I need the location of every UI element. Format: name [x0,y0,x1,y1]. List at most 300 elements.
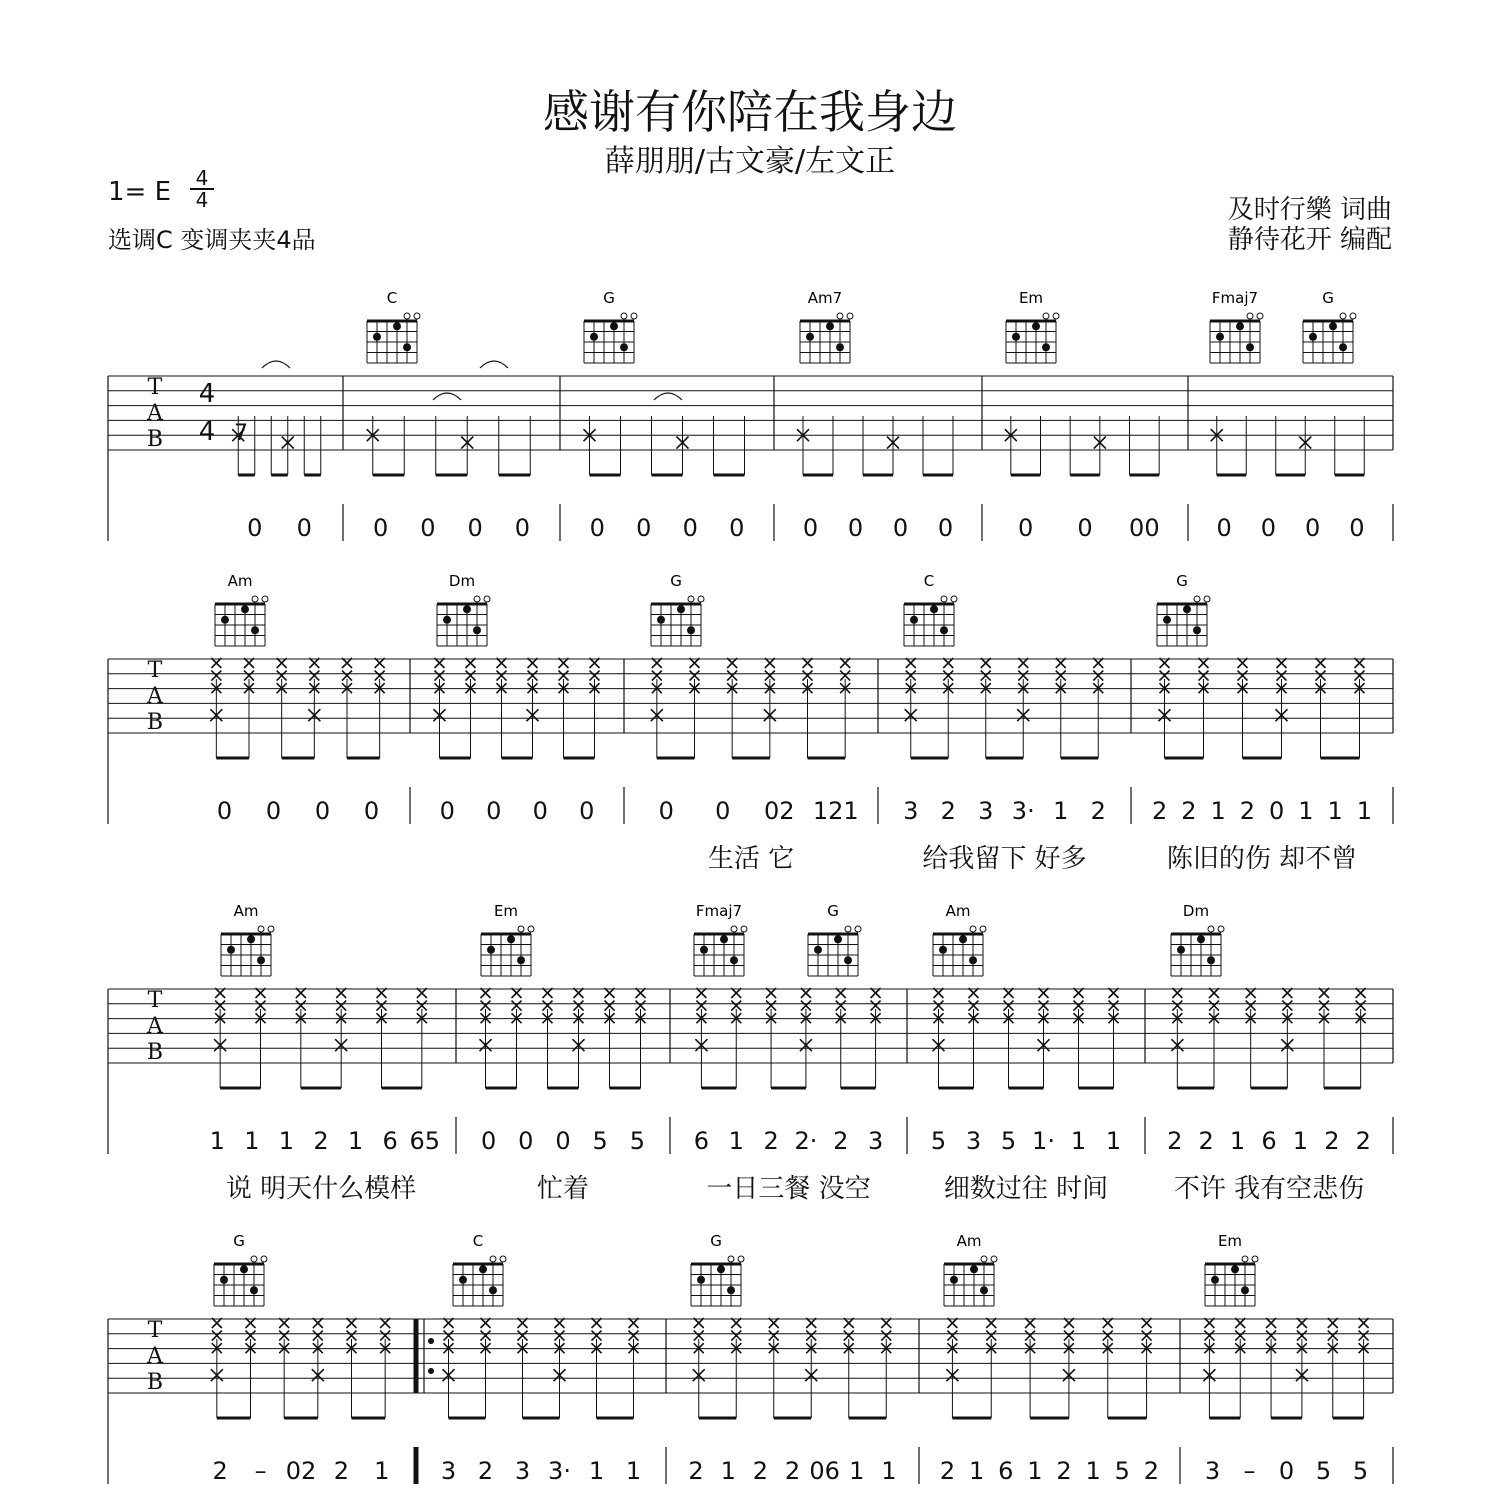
jianpu-note: 2 [1167,1127,1183,1155]
jianpu-note: 0 [1018,514,1034,542]
open-string [528,926,534,932]
chord-name: C [923,572,935,590]
repeat-sign-icon [428,1368,434,1374]
finger-dot [1339,343,1347,351]
jianpu-note: 3 [440,1457,457,1485]
jianpu-note: 0 [480,1127,497,1155]
chord-diagram-icon [1006,289,1059,363]
lyric-text: 细数过往 时间 [943,1174,1109,1204]
chord-diagram-icon [944,1232,997,1306]
finger-dot [610,322,618,330]
chord-name: C [386,289,398,307]
chord-diagram-icon [214,1232,267,1306]
jianpu-note: 00 [1129,514,1160,542]
open-string [268,926,274,932]
jianpu-note: 5 [629,1127,646,1155]
jianpu-note: 1 [347,1127,364,1155]
jianpu-note: 1 [374,1457,390,1485]
finger-dot [940,626,948,634]
jianpu-note: 0 [1077,514,1093,542]
finger-dot [836,343,844,351]
jianpu-note: 0 [514,514,531,542]
tab-letter: T [147,988,163,1013]
chord-name: Fmaj7 [1211,289,1259,307]
chord-diagram-icon [1205,1232,1258,1306]
jianpu-note: 2 [1355,1127,1371,1155]
finger-dot [507,935,515,943]
tab-time-sig-top: 4 [198,379,216,409]
jianpu-note: 6 [382,1127,398,1155]
jianpu-note: 0 [1216,514,1232,542]
finger-dot [251,626,259,634]
jianpu-note: 0 [937,514,954,542]
chord-name: G [827,902,839,920]
open-string [631,313,637,319]
open-string [991,1256,997,1262]
lyric-text: 说 明天什么模样 [225,1174,417,1204]
open-string [1242,1256,1248,1262]
chord-name: Em [493,902,519,920]
finger-dot [241,605,249,613]
jianpu-note: 0 [892,514,909,542]
open-string [262,596,268,602]
jianpu-note: 0 [715,797,731,825]
chord-diagram-icon [1303,289,1356,363]
finger-dot [969,956,977,964]
chord-diagram-icon [1157,572,1210,646]
finger-dot [730,956,738,964]
finger-dot [1197,935,1205,943]
open-string [621,313,627,319]
open-string [490,1256,496,1262]
lyric-text: 陈旧的伤 却不曾 [1166,844,1358,874]
jianpu-note: 5 [1315,1457,1332,1485]
chord-diagram-icon [691,1232,744,1306]
jianpu-note: 2 [1090,797,1106,825]
finger-dot [1246,343,1254,351]
finger-dot [720,935,728,943]
chord-name: Em [1018,289,1044,307]
jianpu-note: 2 [477,1457,494,1485]
jianpu-note: 1 [1356,797,1373,825]
chord-name: Am [956,1232,982,1250]
jianpu-note: 2 [1198,1127,1214,1155]
finger-dot [1236,322,1244,330]
finger-dot [620,343,628,351]
finger-dot [1032,322,1040,330]
open-string [252,596,258,602]
jianpu-note: 0 [1304,514,1321,542]
jianpu-note: 02 [763,797,795,825]
jianpu-note: 06 [809,1457,840,1485]
jianpu-note: 0 [420,514,436,542]
tab-letter: B [146,1370,164,1395]
jianpu-note: 2 [212,1457,228,1485]
jianpu-note: 0 [658,797,674,825]
finger-dot [1042,343,1050,351]
finger-dot [459,1276,467,1284]
jianpu-note: 3· [548,1457,571,1485]
finger-dot [1193,626,1201,634]
finger-dot [950,1276,958,1284]
jianpu-note: 3 [867,1127,884,1155]
finger-dot [834,935,842,943]
jianpu-note: 2 [752,1457,768,1485]
open-string [518,926,524,932]
jianpu-note: 1· [1032,1127,1055,1155]
artist-line: 薛朋朋/古文豪/左文正 [604,144,896,179]
open-string [970,926,976,932]
chord-diagram-icon [904,572,957,646]
jianpu-note: 1 [1210,797,1226,825]
jianpu-note: 1 [1229,1127,1246,1155]
jianpu-note: 1 [278,1127,295,1155]
chord-diagram-icon [800,289,853,363]
chord-name: G [1322,289,1334,307]
chord-diagram-icon [694,902,747,976]
open-string [404,313,410,319]
finger-dot [463,605,471,613]
finger-dot [590,333,598,341]
tab-letter: A [147,1344,163,1369]
jianpu-note: 0 [372,514,389,542]
finger-dot [970,1265,978,1273]
jianpu-note: 1 [881,1457,897,1485]
jianpu-note: 121 [812,797,859,825]
jianpu-note: 5 [1352,1457,1369,1485]
jianpu-note: 2 [1239,797,1256,825]
credit-lyrics-music: 及时行樂 词曲 [1227,195,1392,225]
jianpu-note: 2 [1143,1457,1160,1485]
jianpu-note: 1 [588,1457,605,1485]
chord-name: Am [945,902,971,920]
jianpu-note: 3 [1204,1457,1221,1485]
jianpu-note: 1 [1298,797,1314,825]
open-string [1204,596,1210,602]
jianpu-note: 5 [930,1127,947,1155]
finger-dot [959,935,967,943]
finger-dot [717,1265,725,1273]
jianpu-note: 0 [314,797,331,825]
chord-diagram-icon [453,1232,506,1306]
finger-dot [517,956,525,964]
jianpu-note: 1 [1053,797,1069,825]
chord-name: Em [1217,1232,1243,1250]
jianpu-note: 1 [1085,1457,1101,1485]
open-string [261,1256,267,1262]
open-string [500,1256,506,1262]
jianpu-note: 2 [688,1457,704,1485]
lyric-text: 给我留下 好多 [922,844,1087,874]
chord-name: Fmaj7 [695,902,743,920]
chord-name: Am7 [807,289,843,307]
repeat-sign-icon [428,1338,434,1344]
finger-dot [373,333,381,341]
jianpu-note: 6 [1261,1127,1277,1155]
open-string [251,1256,257,1262]
lyric-text: 不许 我有空悲伤 [1173,1174,1365,1204]
chord-name: Am [227,572,253,590]
jianpu-note: 1 [209,1127,225,1155]
finger-dot [910,616,918,624]
jianpu-note: 0 [589,514,605,542]
open-string [981,1256,987,1262]
jianpu-note: 0 [363,797,380,825]
jianpu-note: 5 [1114,1457,1130,1485]
jianpu-note: 1 [969,1457,985,1485]
tab-letter: T [147,658,163,683]
chord-diagram-icon [584,289,637,363]
open-string [738,1256,744,1262]
finger-dot [257,956,265,964]
finger-dot [697,1276,705,1284]
tab-time-sig-bottom: 4 [198,417,216,447]
finger-dot [479,1265,487,1273]
open-string [1053,313,1059,319]
finger-dot [247,935,255,943]
finger-dot [220,1276,228,1284]
jianpu-note: 0 [247,514,263,542]
open-string [845,926,851,932]
finger-dot [844,956,852,964]
finger-dot [1211,1276,1219,1284]
chord-diagram-icon [651,572,704,646]
jianpu-note: 2 [1056,1457,1072,1485]
jianpu-note: 0 [682,514,698,542]
finger-dot [687,626,695,634]
tab-letter: A [147,401,163,426]
tab-letter: B [146,1040,164,1065]
chord-name: Dm [1182,902,1210,920]
chord-diagram-icon [481,902,534,976]
open-string [741,926,747,932]
jianpu-note: 2 [1181,797,1197,825]
chord-name: G [1176,572,1188,590]
jianpu-note: 0 [486,797,502,825]
jianpu-note: 1 [244,1127,260,1155]
chord-diagram-icon [1210,289,1263,363]
open-string [731,926,737,932]
open-string [698,596,704,602]
chord-name: G [710,1232,722,1250]
chord-name: G [670,572,682,590]
key-signature: 1= E [108,177,172,207]
jianpu-note: 02 [285,1457,317,1485]
finger-dot [939,946,947,954]
jianpu-note: – [1243,1457,1256,1485]
jianpu-note: 1 [1027,1457,1043,1485]
jianpu-note: 5 [1000,1127,1017,1155]
jianpu-note: 0 [518,1127,534,1155]
jianpu-note: 0 [1268,797,1285,825]
jianpu-note: 3 [978,797,994,825]
finger-dot [657,616,665,624]
tab-letter: T [147,375,163,400]
lyric-text: 生活 它 [707,844,795,874]
open-string [474,596,480,602]
capo-instruction: 选调C 变调夹夹4品 [108,226,316,254]
finger-dot [443,616,451,624]
jianpu-note: 1 [1327,797,1343,825]
finger-dot [677,605,685,613]
open-string [1194,596,1200,602]
jianpu-note: 3 [903,797,919,825]
jianpu-note: 2 [940,797,956,825]
finger-dot [393,322,401,330]
song-title: 感谢有你陪在我身边 [543,85,957,139]
jianpu-note: 1 [720,1457,736,1485]
tab-letter: B [146,427,164,452]
jianpu-note: – [254,1457,267,1485]
open-string [1350,313,1356,319]
open-string [688,596,694,602]
chord-name: Am [233,902,259,920]
jianpu-note: 1 [625,1457,642,1485]
open-string [951,596,957,602]
chord-diagram-icon [933,902,986,976]
finger-dot [221,616,229,624]
jianpu-note: 0 [467,514,483,542]
jianpu-note: 1 [1292,1127,1309,1155]
chord-diagram-icon [437,572,490,646]
finger-dot [250,1286,258,1294]
jianpu-note: 0 [532,797,548,825]
chord-diagram-icon [367,289,420,363]
jianpu-note: 0 [296,514,312,542]
jianpu-note: 0 [1260,514,1277,542]
finger-dot [489,1286,497,1294]
finger-dot [814,946,822,954]
open-string [484,596,490,602]
jianpu-note: 2 [313,1127,329,1155]
jianpu-note: 2· [794,1127,818,1155]
jianpu-note: 2 [784,1457,801,1485]
chord-name: Dm [448,572,476,590]
jianpu-note: 3 [514,1457,531,1485]
time-signature-bottom: 4 [195,188,209,212]
open-string [837,313,843,319]
jianpu-note: 1 [849,1457,865,1485]
lyric-text: 一日三餐 没空 [706,1174,871,1204]
finger-dot [227,946,235,954]
finger-dot [1231,1265,1239,1273]
finger-dot [700,946,708,954]
lyric-text: 忙着 [536,1174,590,1204]
finger-dot [1012,333,1020,341]
finger-dot [403,343,411,351]
finger-dot [930,605,938,613]
finger-dot [1241,1286,1249,1294]
finger-dot [1216,333,1224,341]
time-signature-top: 4 [190,168,214,190]
jianpu-note: 6 [998,1457,1014,1485]
jianpu-note: 0 [802,514,819,542]
finger-dot [1183,605,1191,613]
jianpu-note: 2 [763,1127,779,1155]
jianpu-note: 0 [439,797,455,825]
finger-dot [487,946,495,954]
finger-dot [1163,616,1171,624]
jianpu-note: 0 [729,514,745,542]
jianpu-note: 65 [409,1127,440,1155]
open-string [258,926,264,932]
finger-dot [1177,946,1185,954]
chord-diagram-icon [215,572,268,646]
tie-arc-icon [433,393,461,400]
finger-dot [1309,333,1317,341]
finger-dot [473,626,481,634]
open-string [1218,926,1224,932]
chord-diagram-icon [221,902,274,976]
tab-letter: T [147,1318,163,1343]
chord-diagram-icon [1171,902,1224,976]
open-string [1340,313,1346,319]
open-string [1252,1256,1258,1262]
open-string [980,926,986,932]
tab-letter: A [147,1014,163,1039]
finger-dot [240,1265,248,1273]
credit-arrangement: 静待花开 编配 [1227,225,1392,255]
chord-diagram-icon [808,902,861,976]
tie-arc-icon [654,393,682,400]
jianpu-note: 2 [333,1457,350,1485]
open-string [1043,313,1049,319]
open-string [941,596,947,602]
jianpu-note: 0 [265,797,282,825]
jianpu-note: 5 [592,1127,608,1155]
jianpu-note: 0 [1349,514,1365,542]
open-string [728,1256,734,1262]
open-string [1247,313,1253,319]
jianpu-note: 6 [693,1127,710,1155]
rest-icon: 7 [234,421,248,446]
jianpu-note: 2 [1151,797,1168,825]
finger-dot [727,1286,735,1294]
tab-letter: B [146,710,164,735]
tie-arc-icon [262,361,290,368]
jianpu-note: 1 [1105,1127,1122,1155]
finger-dot [1207,956,1215,964]
jianpu-note: 2 [833,1127,849,1155]
jianpu-note: 0 [216,797,233,825]
finger-dot [826,322,834,330]
jianpu-note: 3 [965,1127,982,1155]
open-string [1208,926,1214,932]
chord-name: C [472,1232,484,1250]
jianpu-note: 0 [636,514,652,542]
jianpu-note: 0 [1278,1457,1295,1485]
open-string [414,313,420,319]
jianpu-note: 2 [1324,1127,1340,1155]
jianpu-note: 2 [939,1457,956,1485]
tab-letter: A [147,684,163,709]
tie-arc-icon [480,361,508,368]
open-string [855,926,861,932]
jianpu-note: 1 [1070,1127,1087,1155]
finger-dot [1329,322,1337,330]
chord-name: G [603,289,615,307]
open-string [847,313,853,319]
finger-dot [980,1286,988,1294]
jianpu-note: 3· [1011,797,1035,825]
jianpu-note: 0 [555,1127,571,1155]
jianpu-note: 1 [728,1127,744,1155]
jianpu-note: 0 [847,514,864,542]
jianpu-note: 0 [579,797,595,825]
chord-name: G [233,1232,245,1250]
finger-dot [806,333,814,341]
open-string [1257,313,1263,319]
